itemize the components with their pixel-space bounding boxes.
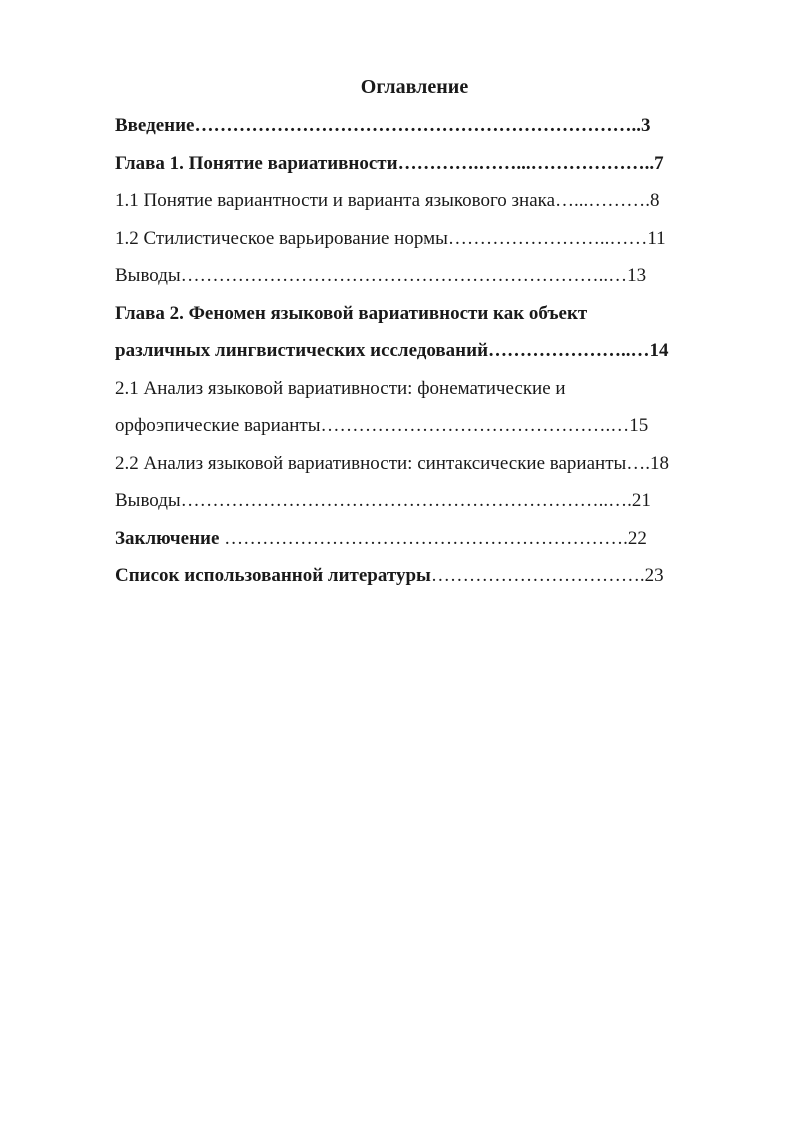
toc-entry-page: 3	[641, 115, 651, 136]
toc-entry-section-2-2[interactable]	[115, 445, 743, 483]
toc-entry-dots: ….	[626, 452, 651, 474]
toc-entry-dots: …………………………….	[430, 565, 645, 586]
toc-entry-page: 14	[649, 340, 669, 361]
toc-entry-page: 18	[650, 452, 670, 474]
toc-entry-conclusions-1[interactable]	[115, 257, 743, 295]
toc-entry-text: Глава 1. Понятие вариативности	[115, 152, 398, 174]
toc-entry-chapter-2-line-1[interactable]	[115, 295, 743, 333]
toc-entry-introduction[interactable]	[115, 107, 743, 145]
toc-entry-page: 21	[631, 490, 651, 511]
toc-entry-section-2-1-line-2[interactable]	[115, 407, 743, 445]
toc-entry-text: Глава 2. Феномен языковой вариативности как объект	[115, 302, 588, 324]
toc-entry-text: 1.2 Стилистическое варьирование нормы	[115, 227, 448, 249]
toc-entry-dots: ……………………………………………………….	[224, 527, 628, 549]
toc-entry-dots: ……………………………………………………………..	[194, 115, 641, 136]
toc-entry-page: 13	[627, 265, 647, 286]
toc-entry-section-1-1[interactable]	[115, 182, 743, 220]
toc-entry-dots: …………………………………………………………..….	[180, 490, 632, 511]
toc-entry-text: различных лингвистических исследований	[115, 340, 489, 361]
toc-entry-text: 1.1 Понятие вариантности и варианта языкового знака	[115, 190, 556, 211]
toc-entry-text: Выводы	[115, 490, 181, 511]
toc-title: Оглавление	[360, 76, 469, 98]
toc-entry-text: Список использованной литературы	[115, 565, 431, 586]
toc-entry-page: 11	[647, 227, 666, 249]
toc-entry-conclusions-2[interactable]	[115, 482, 743, 520]
toc-entry-conclusion[interactable]	[115, 520, 743, 558]
toc-entry-page: 22	[627, 527, 647, 549]
toc-entry-chapter-2-line-2[interactable]	[115, 332, 743, 370]
toc-entry-dots: …………………………………………………………..…	[180, 265, 628, 286]
toc-entry-chapter-1[interactable]	[115, 145, 743, 183]
toc-entry-section-1-2[interactable]	[115, 220, 743, 258]
toc-entry-text: орфоэпические варианты	[115, 415, 321, 436]
toc-entry-page: 8	[650, 190, 660, 211]
toc-entry-dots: ……………………………………….…	[320, 415, 630, 436]
toc-entry-text: Выводы	[115, 265, 181, 286]
table-of-contents	[115, 107, 743, 595]
toc-entry-page: 7	[654, 152, 664, 174]
toc-entry-page: 15	[629, 415, 649, 436]
toc-entry-dots: ………….……...………………..	[397, 152, 655, 174]
toc-entry-section-2-1-line-1[interactable]	[115, 370, 743, 408]
toc-entry-dots: …………………..…	[488, 340, 650, 361]
toc-entry-dots: ……………………..……	[447, 227, 648, 249]
toc-entry-page: 23	[644, 565, 664, 586]
toc-entry-text: 2.2 Анализ языковой вариативности: синтаксические варианты	[115, 452, 627, 474]
toc-entry-text: 2.1 Анализ языковой вариативности: фонематические и	[115, 377, 566, 399]
toc-entry-dots: …...……….	[555, 190, 651, 211]
toc-entry-text: Заключение	[115, 527, 225, 549]
toc-entry-text: Введение	[115, 115, 195, 136]
toc-entry-bibliography[interactable]	[115, 557, 743, 595]
